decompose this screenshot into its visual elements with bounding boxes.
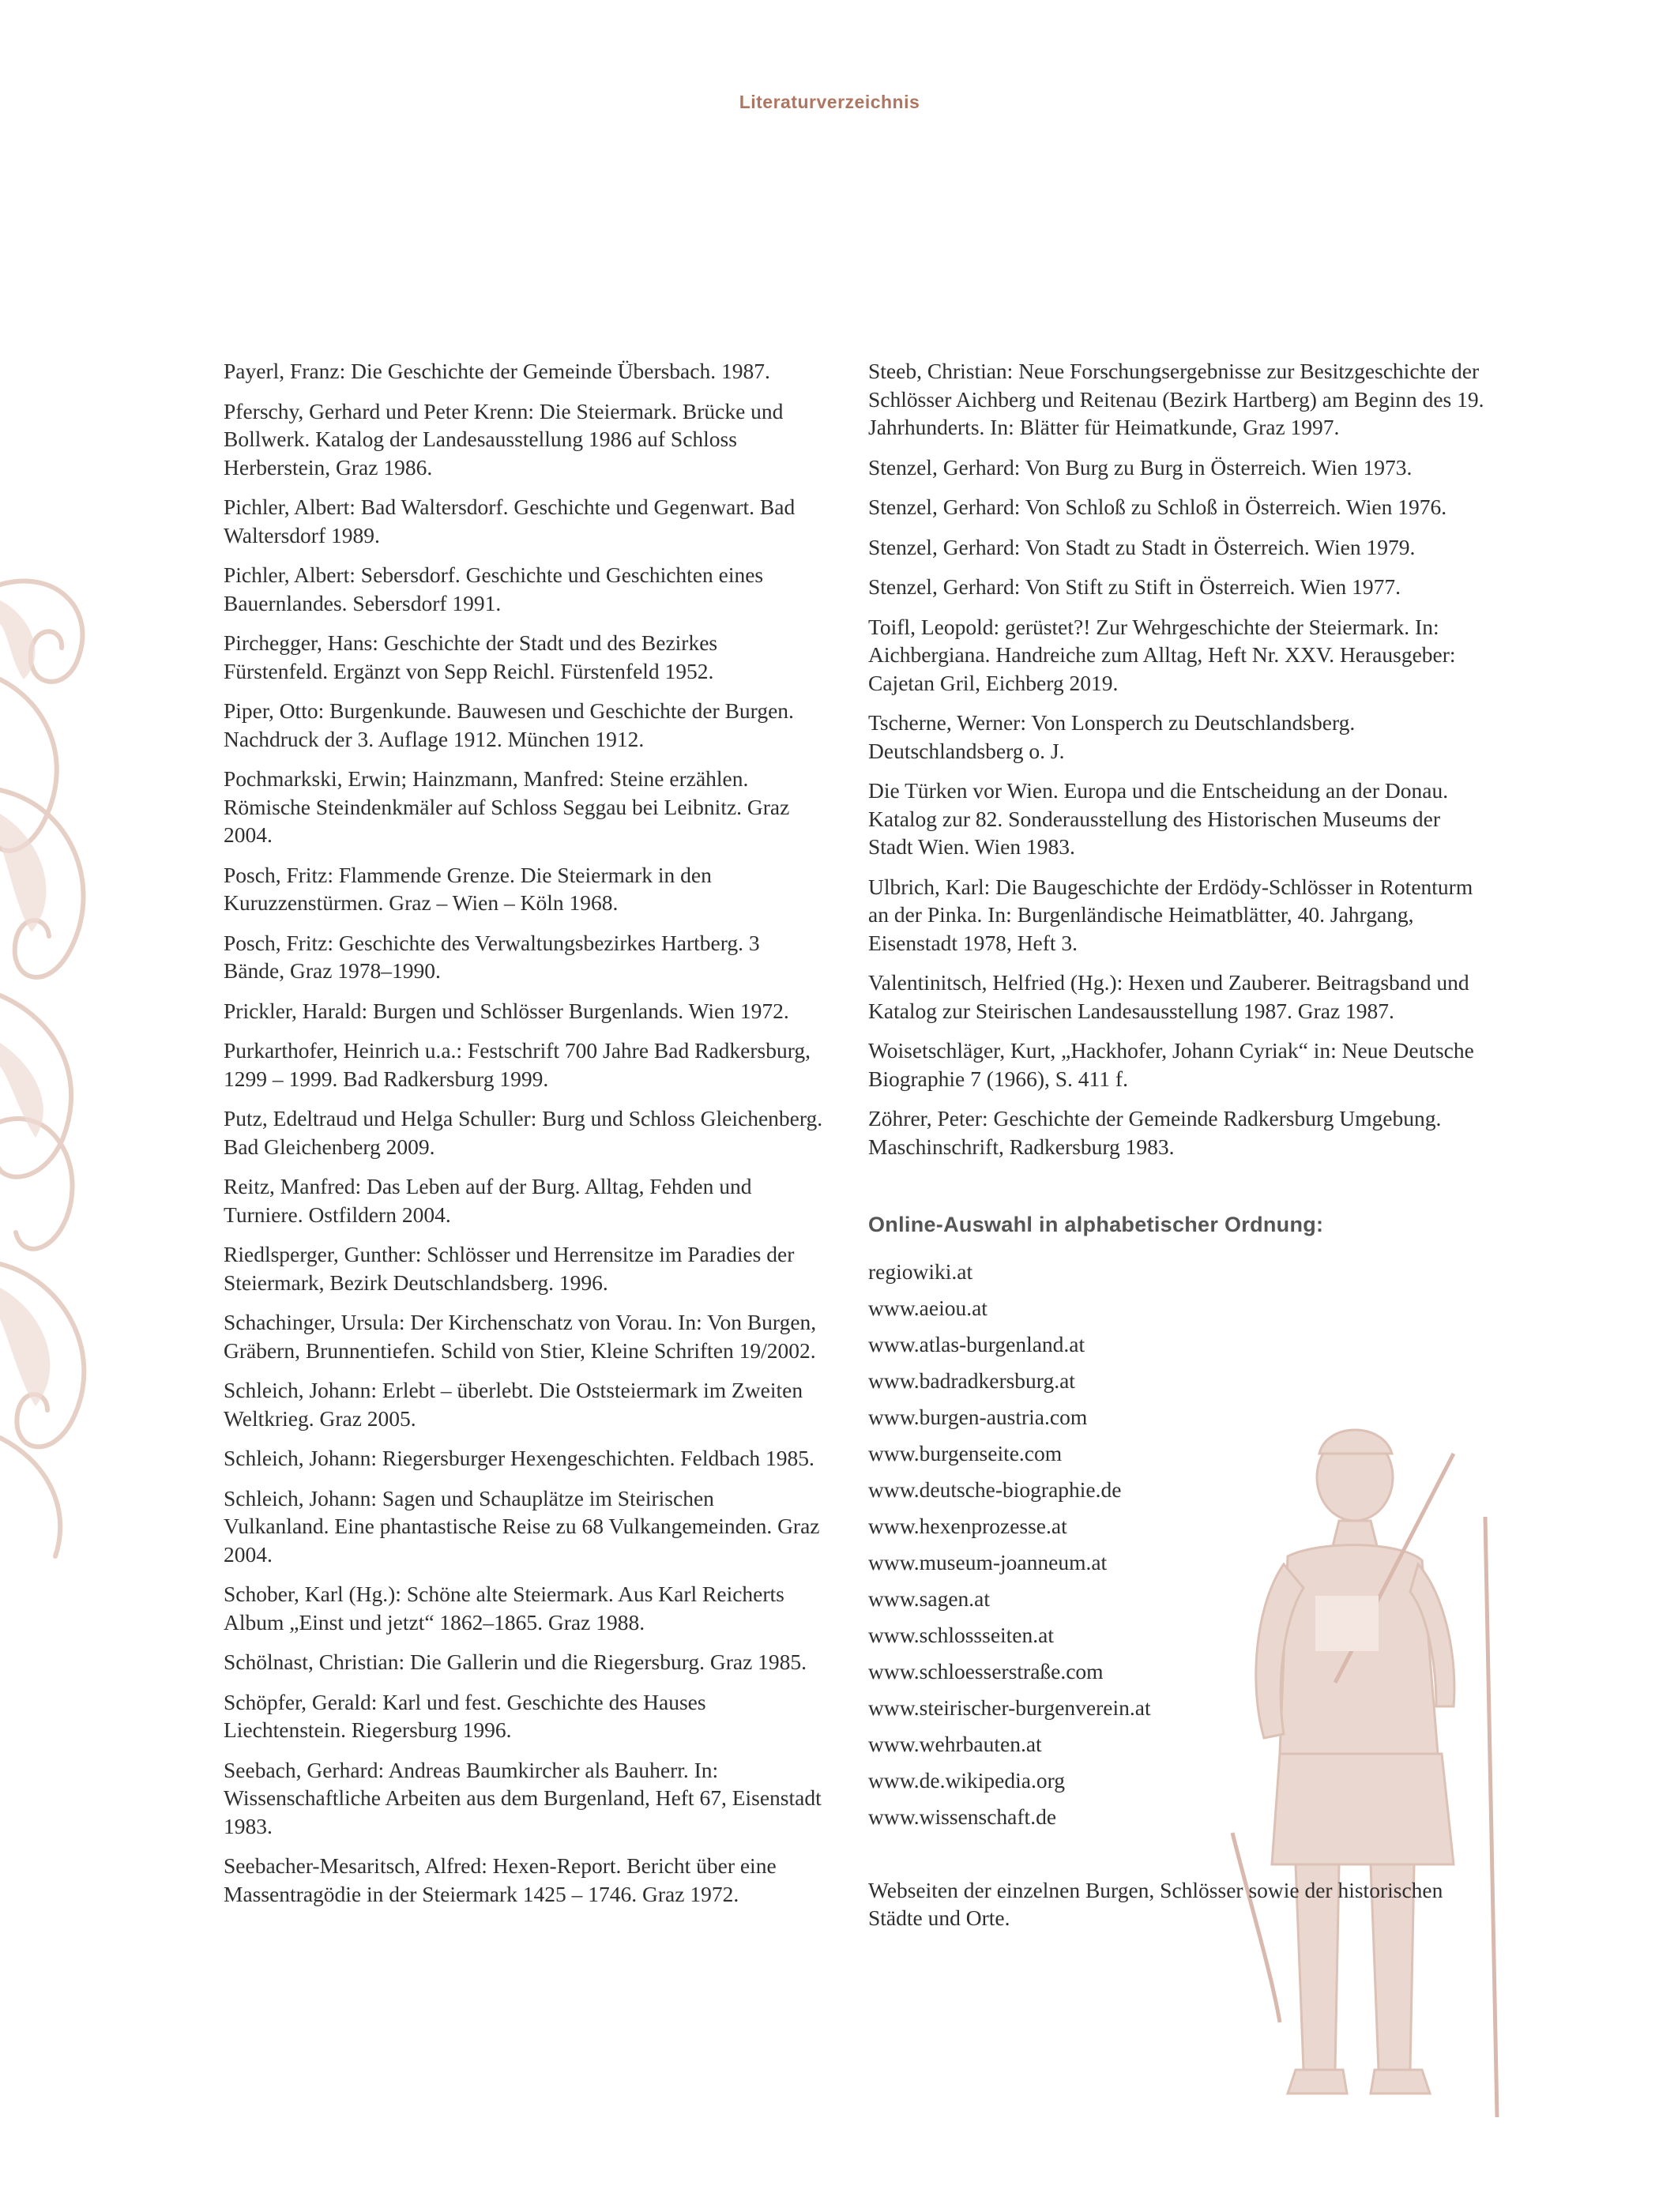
online-section-heading: Online-Auswahl in alphabetischer Ordnung: (868, 1213, 1324, 1236)
website-link: www.museum-joanneum.at (868, 1549, 1108, 1574)
bibliography-entry: Payerl, Franz: Die Geschichte der Gemeinde Übersbach. 1987. (224, 359, 770, 383)
bibliography-entry: Woisetschläger, Kurt, „Hackhofer, Johann Cyriak“ in: Neue Deutsche Biographie 7 (1966), S. 411 f. (868, 1038, 1474, 1091)
website-link: www.de.wikipedia.org (868, 1767, 1065, 1793)
bibliography-entry: Reitz, Manfred: Das Leben auf der Burg. Alltag, Fehden und Turniere. Ostfildern 2004. (224, 1174, 752, 1227)
acanthus-ornament (0, 553, 111, 1580)
website-link: www.burgenseite.com (868, 1440, 1063, 1465)
bibliography-entry: Seebacher-Mesaritsch, Alfred: Hexen-Report. Bericht über eine Massentragödie in der Steiermark 1425 – 1746. Graz 1972. (224, 1853, 777, 1906)
bibliography-entry: Ulbrich, Karl: Die Baugeschichte der Erdödy-Schlösser in Rotenturm an der Pinka. In: Burgenländische Heimatblätter, 40. Jahrgang, Eisenstadt 1978, Heft 3. (868, 874, 1473, 955)
bibliography-entry: Die Türken vor Wien. Europa und die Entscheidung an der Donau. Katalog zur 82. Sonderausstellung des Historischen Museums der Stadt Wien. Wien 1983. (868, 778, 1449, 859)
website-link: www.deutsche-biographie.de (868, 1477, 1122, 1502)
bibliography-entry: Stenzel, Gerhard: Von Schloß zu Schloß in Österreich. Wien 1976. (868, 495, 1447, 519)
website-link: regiowiki.at (868, 1258, 973, 1284)
bibliography-entry: Stenzel, Gerhard: Von Stadt zu Stadt in Österreich. Wien 1979. (868, 534, 1416, 559)
bibliography-entry: Pferschy, Gerhard und Peter Krenn: Die Steiermark. Brücke und Bollwerk. Katalog der Landesausstellung 1986 auf Schloss Herberstein, Graz 1986. (224, 398, 784, 480)
bibliography-entry: Tscherne, Werner: Von Lonsperch zu Deutschlandsberg. Deutschlandsberg o. J. (868, 710, 1356, 763)
bibliography-entry: Schober, Karl (Hg.): Schöne alte Steiermark. Aus Karl Reicherts Album „Einst und jetzt“ 1862–1865. Graz 1988. (224, 1582, 784, 1635)
bibliography-entry: Prickler, Harald: Burgen und Schlösser Burgenlands. Wien 1972. (224, 998, 789, 1023)
bibliography-entry: Schleich, Johann: Sagen und Schauplätze im Steirischen Vulkanland. Eine phantastische Reise zu 68 Vulkangemeinden. Graz 2004. (224, 1485, 820, 1567)
website-link: www.schlossseiten.at (868, 1622, 1054, 1647)
page-header-title: Literaturverzeichnis (739, 92, 920, 112)
website-link: www.steirischer-burgenverein.at (868, 1695, 1151, 1720)
bibliography-entry: Schleich, Johann: Riegersburger Hexengeschichten. Feldbach 1985. (224, 1446, 814, 1470)
right-column (868, 357, 1484, 1944)
bibliography-entry: Zöhrer, Peter: Geschichte der Gemeinde Radkersburg Umgebung. Maschinschrift, Radkersburg 1983. (868, 1106, 1442, 1159)
bibliography-entry: Valentinitsch, Helfried (Hg.): Hexen und Zauberer. Beitragsband und Katalog zur Steirischen Landesausstellung 1987. Graz 1987. (868, 970, 1469, 1023)
bibliography-entry: Pichler, Albert: Bad Waltersdorf. Geschichte und Gegenwart. Bad Waltersdorf 1989. (224, 495, 796, 547)
bibliography-entry: Schleich, Johann: Erlebt – überlebt. Die Oststeiermark im Zweiten Weltkrieg. Graz 2005. (224, 1378, 803, 1431)
website-link: www.aeiou.at (868, 1295, 988, 1320)
bibliography-entry: Schöpfer, Gerald: Karl und fest. Geschichte des Hauses Liechtenstein. Riegersburg 1996. (224, 1689, 706, 1742)
website-link: www.wissenschaft.de (868, 1804, 1057, 1829)
bibliography-entry: Purkarthofer, Heinrich u.a.: Festschrift 700 Jahre Bad Radkersburg, 1299 – 1999. Bad Radkersburg 1999. (224, 1038, 811, 1091)
bibliography-entry: Pochmarkski, Erwin; Hainzmann, Manfred: Steine erzählen. Römische Steindenkmäler auf Schloss Seggau bei Leibnitz. Graz 2004. (224, 766, 790, 847)
bibliography-entry: Schölnast, Christian: Die Gallerin und die Riegersburg. Graz 1985. (224, 1650, 807, 1674)
website-link: www.wehrbauten.at (868, 1731, 1042, 1756)
bibliography-entry: Stenzel, Gerhard: Von Stift zu Stift in Österreich. Wien 1977. (868, 574, 1401, 599)
website-link: www.atlas-burgenland.at (868, 1331, 1085, 1356)
bibliography-entry: Putz, Edeltraud und Helga Schuller: Burg und Schloss Gleichenberg. Bad Gleichenberg 2009. (224, 1106, 823, 1159)
website-link: www.badradkersburg.at (868, 1367, 1075, 1393)
online-note: Webseiten der einzelnen Burgen, Schlösser sowie der historischen Städte und Orte. (868, 1877, 1443, 1930)
bibliography-entry: Riedlsperger, Gunther: Schlösser und Herrensitze im Paradies der Steiermark, Bezirk Deutschlandsberg. 1996. (224, 1242, 795, 1295)
bibliography-entry: Toifl, Leopold: gerüstet?! Zur Wehrgeschichte der Steiermark. In: Aichbergiana. Handreiche zum Alltag, Heft Nr. XXV. Herausgeber: Cajetan Gril, Eichberg 2019. (868, 614, 1456, 695)
website-link: www.sagen.at (868, 1586, 991, 1611)
website-link: www.schloesserstraße.com (868, 1658, 1104, 1683)
bibliography-entry: Posch, Fritz: Geschichte des Verwaltungsbezirkes Hartberg. 3 Bände, Graz 1978–1990. (224, 930, 760, 983)
left-column (224, 357, 824, 1920)
bibliography-entry: Schachinger, Ursula: Der Kirchenschatz von Vorau. In: Von Burgen, Gräbern, Brunnentiefen. Schild von Stier, Kleine Schriften 19/2002. (224, 1310, 817, 1363)
bibliography-entry: Steeb, Christian: Neue Forschungsergebnisse zur Besitzgeschichte der Schlösser Aichberg und Reitenau (Bezirk Hartberg) am Beginn des 19. Jahrhunderts. In: Blätter für Heimatkunde, Graz 1997. (868, 359, 1484, 439)
bibliography-entry: Pichler, Albert: Sebersdorf. Geschichte und Geschichten eines Bauernlandes. Sebersdorf 1991. (224, 562, 764, 615)
website-link: www.hexenprozesse.at (868, 1513, 1067, 1538)
bibliography-entry: Stenzel, Gerhard: Von Burg zu Burg in Österreich. Wien 1973. (868, 454, 1413, 480)
online-link-list (868, 1254, 1484, 1835)
bibliography-entry: Posch, Fritz: Flammende Grenze. Die Steiermark in den Kuruzzenstürmen. Graz – Wien – Köln 1968. (224, 862, 712, 915)
bibliography-entry: Seebach, Gerhard: Andreas Baumkircher als Bauherr. In: Wissenschaftliche Arbeiten aus dem Burgenland, Heft 67, Eisenstadt 1983. (224, 1757, 822, 1838)
website-link: www.burgen-austria.com (868, 1404, 1088, 1429)
bibliography-entry: Piper, Otto: Burgenkunde. Bauwesen und Geschichte der Burgen. Nachdruck der 3. Auflage 1912. München 1912. (224, 698, 794, 751)
bibliography-entry: Pirchegger, Hans: Geschichte der Stadt und des Bezirkes Fürstenfeld. Ergänzt von Sepp Reichl. Fürstenfeld 1952. (224, 630, 718, 683)
